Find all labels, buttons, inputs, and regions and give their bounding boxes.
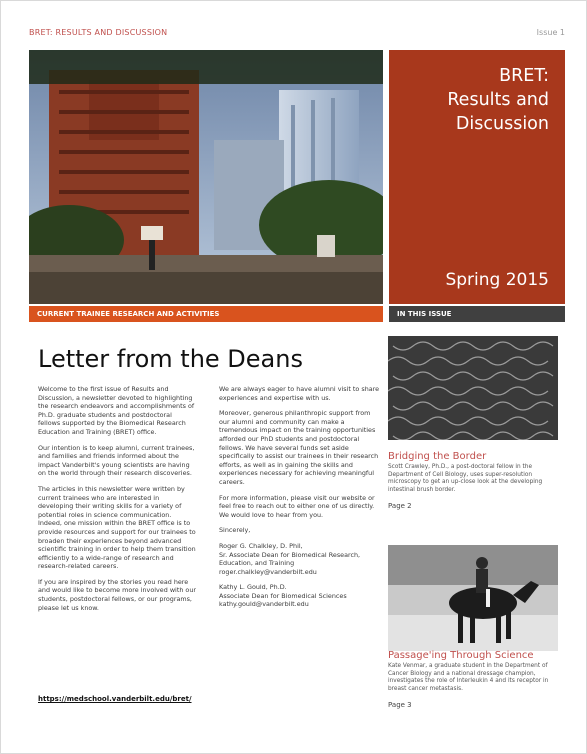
signatory-title: Sr. Associate Dean for Biomedical Research, Education, and Training — [219, 550, 361, 568]
bret-website-link[interactable]: https://medschool.vanderbilt.edu/bret/ — [38, 695, 192, 703]
sidebar-description-1: Scott Crawley, Ph.D., a post-doctoral fellow in the Department of Cell Biology, uses super-resolution microscopy to get an up-close look at the developing intestinal brush border. — [388, 464, 543, 493]
signatory-name: Roger G. Chalkley, D. Phil, — [219, 541, 303, 550]
section-bar-trainee-research: CURRENT TRAINEE RESEARCH AND ACTIVITIES — [29, 306, 383, 322]
letter-column-1 — [38, 385, 196, 619]
letter-paragraph: Moreover, generous philanthropic support from our alumni and community can make a tremendous impact on the training opportunities afforded our PhD students and postdoctoral fellows. We have several funds set aside specifically to assist our trainees in their research efforts, as well as in gaining the skills and experiences necessary for achieving meaningful careers. — [219, 409, 379, 486]
letter-paragraph: If you are inspired by the stories you read here and would like to become more involved with our students, postdoctoral fellows, or our programs, please let us know. — [38, 577, 196, 612]
running-header: BRET: RESULTS AND DISCUSSION — [29, 28, 168, 37]
letter-paragraph: The articles in this newsletter were written by current trainees who are interested in developing their writing skills for a variety of potential roles in science communication. Indeed, one mission within the BRET office is to provide resources and support for our trainees to broaden their experiences beyond advanced scientific training in order to help them transition efficiently to a wide-range of research and research-related careers. — [38, 484, 196, 571]
letter-paragraph: We are always eager to have alumni visit to share experiences and expertise with us. — [219, 385, 380, 402]
signatory-email: kathy.gould@vanderbilt.edu — [219, 600, 309, 609]
letter-paragraph: Our intention is to keep alumni, current trainees, and families and friends informed about the impact Vanderbilt's young scientists are having on the world through their research discoveries. — [38, 443, 195, 478]
letter-column-2 — [219, 385, 381, 616]
letter-paragraph: For more information, please visit our website or feel free to reach out to either one of us directly. We would love to hear from you. — [219, 493, 375, 519]
signatory-name: Kathy L. Gould, Ph.D. — [219, 583, 287, 592]
section-bar-in-this-issue: IN THIS ISSUE — [389, 306, 565, 322]
sidebar-headline-1[interactable]: Bridging the Border — [388, 451, 487, 462]
sidebar-headline-2[interactable]: Passage'ing Through Science — [388, 650, 534, 661]
letter-paragraph: Sincerely, — [219, 526, 251, 535]
newsletter-title: BRET: Results and Discussion — [447, 66, 549, 134]
sidebar-page-2: Page 3 — [388, 701, 412, 709]
microscopy-photo — [388, 336, 558, 440]
issue-number: Issue 1 — [536, 28, 565, 37]
sidebar-description-2: Kate Venmar, a graduate student in the Department of Cancer Biology and a national dressage champion, investigates the role of Interleukin 4 and its receptor in breast cancer metastasis. — [388, 663, 549, 692]
newsletter-title-box — [389, 50, 565, 304]
sidebar-page-1: Page 2 — [388, 502, 412, 510]
letter-paragraph: Welcome to the first issue of Results and Discussion, a newsletter devoted to highlighting the research endeavors and accomplishments of Ph.D. graduate students and postdoctoral fellows supported by the Biomedical Research Education and Training (BRET) office. — [38, 385, 195, 436]
campus-photo — [29, 50, 383, 304]
signatory-title: Associate Dean for Biomedical Sciences — [219, 591, 347, 600]
signatory-email: roger.chalkley@vanderbilt.edu — [219, 567, 317, 576]
signature-block-1 — [219, 542, 381, 576]
dressage-photo — [388, 545, 558, 651]
newsletter-season: Spring 2015 — [445, 270, 549, 290]
letter-title: Letter from the Deans — [38, 345, 303, 373]
signature-block-2 — [219, 583, 381, 609]
